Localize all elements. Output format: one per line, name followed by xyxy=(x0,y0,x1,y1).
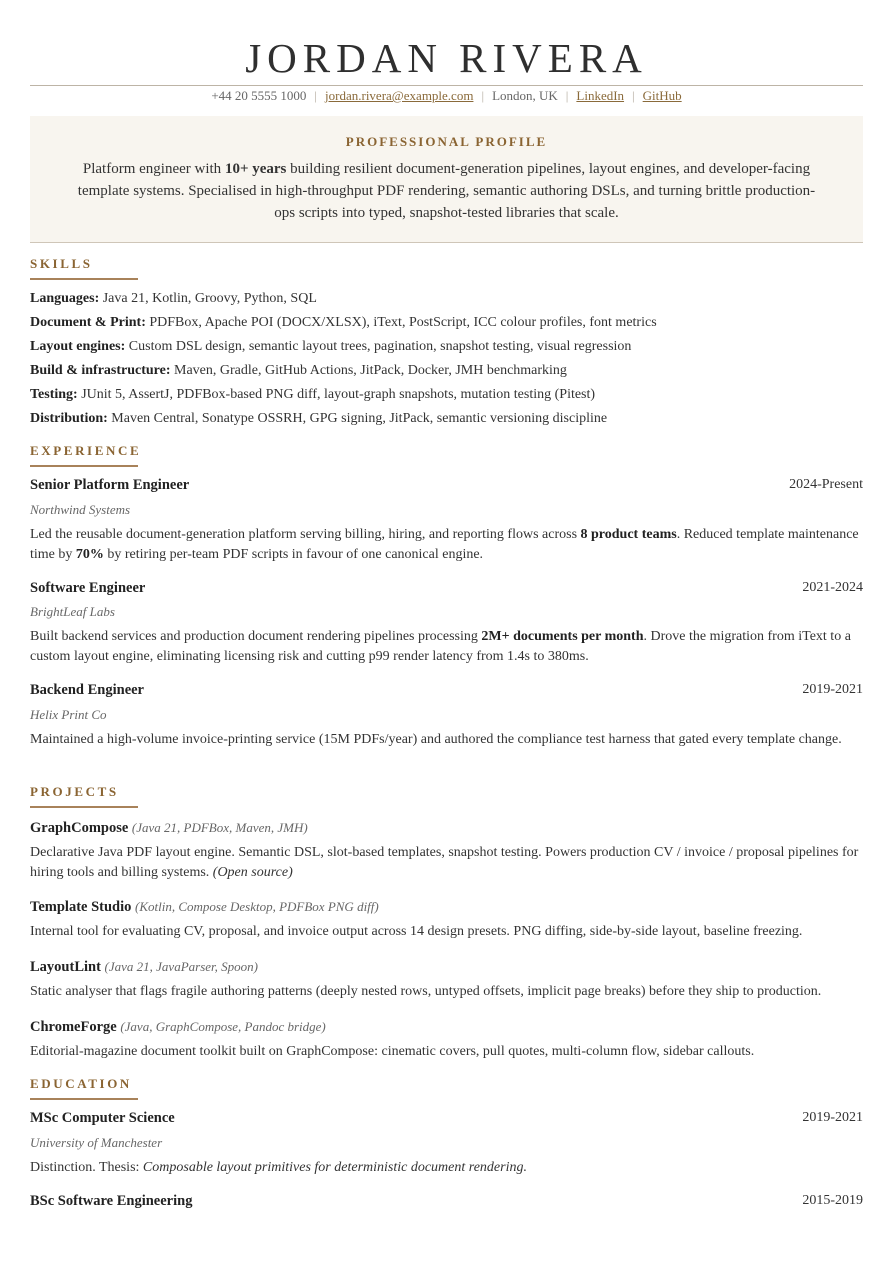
separator: | xyxy=(314,88,318,103)
project-header xyxy=(30,1017,863,1037)
education-header xyxy=(30,1191,863,1211)
skill-line: Build & infrastructure: Maven, Gradle, GitHub Actions, JitPack, Docker, JMH benchmarking xyxy=(30,363,567,378)
github-link[interactable]: GitHub xyxy=(642,88,682,103)
school: University of Manchester xyxy=(30,1135,163,1150)
job-company: BrightLeaf Labs xyxy=(30,604,115,619)
job-header xyxy=(30,578,863,598)
degree: BSc Software Engineering xyxy=(30,1193,193,1209)
project-tech: (Java, GraphCompose, Pandoc bridge) xyxy=(120,1019,326,1034)
job-dates: 2019-2021 xyxy=(802,682,863,697)
experience-rule xyxy=(30,465,138,467)
separator: | xyxy=(481,88,485,103)
skills-heading: SKILLS xyxy=(30,256,93,271)
skill-line: Layout engines: Custom DSL design, semantic layout trees, pagination, snapshot testing, visual regression xyxy=(30,339,632,354)
linkedin-link[interactable]: LinkedIn xyxy=(576,88,625,103)
email-link[interactable]: jordan.rivera@example.com xyxy=(325,88,474,103)
education-rule xyxy=(30,1098,138,1100)
profile-panel xyxy=(30,116,863,243)
project-name: LayoutLint xyxy=(30,959,101,975)
skill-line: Testing: JUnit 5, AssertJ, PDFBox-based PNG diff, layout-graph snapshots, mutation testing (Pitest) xyxy=(30,387,596,402)
location: London, UK xyxy=(492,88,558,103)
project-tech: (Java 21, PDFBox, Maven, JMH) xyxy=(131,820,308,835)
education-dates: 2015-2019 xyxy=(802,1193,863,1208)
projects-heading: PROJECTS xyxy=(30,784,119,799)
profile-summary: Platform engineer with 10+ years building resilient document-generation pipelines, layout engines, and developer-facing template systems. Specialised in high-throughput PDF rendering, semantic authoring DSLs, and turning brittle production-ops scripts into typed, snapshot-tested libraries that scale. xyxy=(77,161,816,221)
job-description: Maintained a high-volume invoice-printing service (15M PDFs/year) and authored the compliance test harness that gated every template change. xyxy=(30,732,842,747)
degree: MSc Computer Science xyxy=(30,1110,175,1126)
job-dates: 2021-2024 xyxy=(802,580,863,595)
header-divider xyxy=(30,85,863,86)
project-header xyxy=(30,818,863,838)
project-description: Static analyser that flags fragile authoring patterns (deeply nested rows, untyped offsets, implicit page breaks) before they ship to production. xyxy=(30,984,822,999)
project-name: GraphCompose xyxy=(30,820,129,836)
education-description: Distinction. Thesis: Composable layout primitives for deterministic document rendering. xyxy=(30,1160,527,1175)
project-description: Internal tool for evaluating CV, proposal, and invoice output across 14 design presets. PNG diffing, side-by-side layout, baseline freezing. xyxy=(30,924,803,939)
project-tech: (Java 21, JavaParser, Spoon) xyxy=(104,959,258,974)
skill-line: Document & Print: PDFBox, Apache POI (DOCX/XLSX), iText, PostScript, ICC colour profiles, font metrics xyxy=(30,315,657,330)
separator: | xyxy=(632,88,635,103)
project-tech: (Kotlin, Compose Desktop, PDFBox PNG diff) xyxy=(135,899,379,914)
project-header xyxy=(30,897,863,917)
education-dates: 2019-2021 xyxy=(802,1110,863,1125)
experience-heading: EXPERIENCE xyxy=(30,443,142,458)
skill-line: Languages: Java 21, Kotlin, Groovy, Python, SQL xyxy=(30,291,317,306)
phone: +44 20 5555 1000 xyxy=(211,88,307,103)
projects-rule xyxy=(30,806,138,808)
separator: | xyxy=(565,88,569,103)
job-description: Led the reusable document-generation platform serving billing, hiring, and reporting flows across 8 product teams. Reduced template maintenance time by 70% by retiring per-team PDF scripts in favour of one canonical engine. xyxy=(30,527,859,562)
skills-rule xyxy=(30,278,138,280)
job-header xyxy=(30,475,863,495)
profile-heading: PROFESSIONAL PROFILE xyxy=(345,134,548,149)
job-dates: 2024-Present xyxy=(789,477,863,492)
skill-line: Distribution: Maven Central, Sonatype OSSRH, GPG signing, JitPack, semantic versioning discipline xyxy=(30,411,608,426)
education-heading: EDUCATION xyxy=(30,1076,132,1091)
project-description: Editorial-magazine document toolkit built on GraphCompose: cinematic covers, pull quotes, multi-column flow, sidebar callouts. xyxy=(30,1044,755,1059)
job-description: Built backend services and production document rendering pipelines processing 2M+ documents per month. Drove the migration from iText to a custom layout engine, eliminating licensing risk and cutting p99 render latency from 1.4s to 380ms. xyxy=(30,629,851,664)
job-role: Software Engineer xyxy=(30,580,146,596)
project-description: Declarative Java PDF layout engine. Semantic DSL, slot-based templates, snapshot testing. Powers production CV / invoice / proposal pipelines for hiring tools and billing systems. (Open source) xyxy=(30,845,859,880)
education-header xyxy=(30,1108,863,1128)
candidate-name: JORDAN RIVERA xyxy=(245,35,648,81)
job-company: Helix Print Co xyxy=(30,707,107,722)
job-role: Senior Platform Engineer xyxy=(30,477,190,493)
job-header xyxy=(30,680,863,700)
job-company: Northwind Systems xyxy=(30,502,131,517)
contact-line xyxy=(30,88,863,104)
project-name: ChromeForge xyxy=(30,1019,117,1035)
project-name: Template Studio xyxy=(30,899,132,915)
job-role: Backend Engineer xyxy=(30,682,144,698)
project-header xyxy=(30,957,863,977)
